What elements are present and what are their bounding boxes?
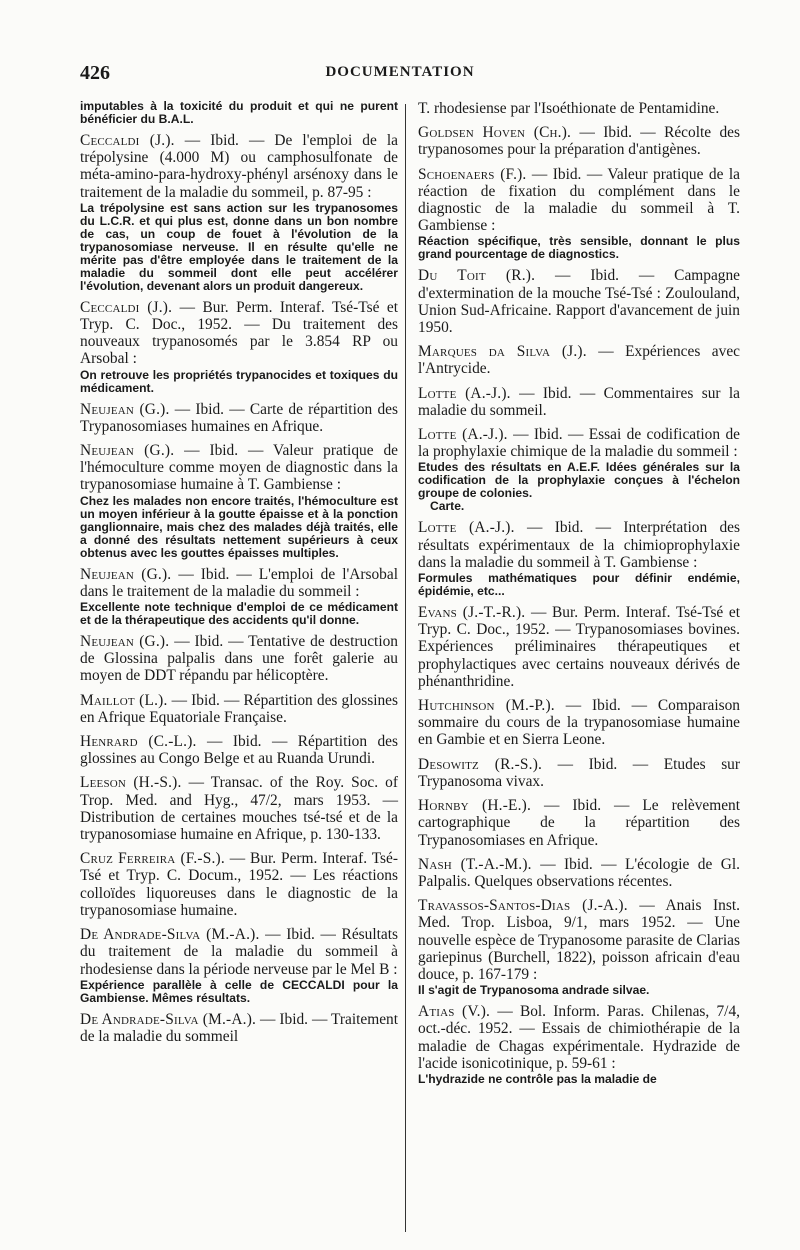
entry-text: — Bur. Perm. Interaf. Tsé-Tsé et Tryp. C. Doc., 1952. — Trypanosomiases bovines. Expériences préliminaires thérapeutiques et prophylactiques avec certains nouveaux dérivés de phénanthridine. bbox=[418, 604, 740, 690]
entry-author: Du Toit (R.). bbox=[418, 267, 536, 285]
entry-text: — Ibid. — Valeur pratique de l'hémoculture comme moyen de diagnostic dans la trypanosomiase humaine à T. Gambiense : bbox=[80, 442, 398, 494]
entry-citation bbox=[418, 267, 740, 336]
entry-citation bbox=[80, 733, 398, 767]
bibliography-entry bbox=[418, 604, 740, 690]
entry-citation bbox=[80, 850, 398, 919]
entry-citation bbox=[418, 797, 740, 849]
entry-citation bbox=[80, 401, 398, 435]
bibliography-entry bbox=[80, 401, 398, 435]
bibliography-entry bbox=[418, 343, 740, 377]
entry-text: — Ibid. — Interprétation des résultats expérimentaux de la chimioprophylaxie dans la maladie du sommeil à T. Gambiense : bbox=[418, 519, 740, 571]
entry-author: Lotte (A.-J.). bbox=[418, 519, 515, 537]
bibliography-entry bbox=[418, 267, 740, 336]
entry-citation bbox=[418, 343, 740, 377]
bibliography-entry bbox=[418, 797, 740, 849]
entry-citation bbox=[80, 442, 398, 494]
entry-text: — Transac. of the Roy. Soc. of Trop. Med. and Hyg., 47/2, mars 1953. — Distribution de certaines mouches tsé-tsé et de la trypanosomiase humaine en Afrique, p. 130-133. bbox=[80, 774, 398, 844]
entry-citation bbox=[80, 132, 398, 201]
entry-text: — Ibid. — Répartition des glossines au Congo Belge et au Ruanda Urundi. bbox=[80, 733, 398, 768]
entry-citation bbox=[418, 166, 740, 235]
bibliography-entry bbox=[418, 166, 740, 262]
entry-author: Evans (J.-T.-R.). bbox=[418, 604, 526, 622]
entry-text: — Ibid. — Comparaison sommaire du cours de la trypanosomiase humaine en Gambie et en Sierra Leone. bbox=[418, 697, 740, 749]
entry-note: Formules mathématiques pour définir endémie, épidémie, etc... bbox=[418, 571, 740, 599]
bibliography-entry bbox=[418, 1003, 740, 1086]
bibliography-entry bbox=[418, 385, 740, 419]
bibliography-entry bbox=[80, 1011, 398, 1045]
entry-author: Neujean (G.). bbox=[80, 400, 170, 418]
entry-citation bbox=[418, 604, 740, 690]
entry-author: Schoenaers (F.). bbox=[418, 165, 527, 183]
entry-note: L'hydrazide ne contrôle pas la maladie de bbox=[418, 1071, 657, 1086]
entry-citation bbox=[418, 519, 740, 571]
entry-note: Expérience parallèle à celle de CECCALDI pour la Gambiense. Mêmes résultats. bbox=[80, 977, 398, 1005]
entry-text: — Ibid. — Récolte des trypanosomes pour la préparation d'antigènes. bbox=[418, 124, 740, 159]
entry-author: De Andrade-Silva (M.-A.). bbox=[80, 1010, 257, 1028]
entry-author: Ceccaldi (J.). bbox=[80, 132, 175, 149]
entry-text: — Ibid. — De l'emploi de la trépolysine (4.000 M) ou camphosulfonate de méta-amino-para-hydroxy-phényl arsénoxy dans le traitement de la maladie du sommeil, p. 87-95 : bbox=[80, 132, 398, 201]
bibliography-entry bbox=[80, 926, 398, 1005]
bibliography-entry bbox=[80, 733, 398, 767]
entry-citation bbox=[80, 566, 398, 600]
entry-citation bbox=[418, 426, 740, 460]
continuation-text: T. rhodesiense par l'Isoéthionate de Pentamidine. bbox=[418, 100, 720, 117]
bibliography-entry bbox=[80, 850, 398, 919]
entry-text: — Ibid. — L'écologie de Gl. Palpalis. Quelques observations récentes. bbox=[418, 855, 740, 890]
entry-author: Neujean (G.). bbox=[80, 442, 175, 460]
entry-citation bbox=[418, 124, 740, 158]
entry-text: — Expériences avec l'Antrycide. bbox=[418, 343, 740, 378]
entry-author: Goldsen Hoven (Ch.). bbox=[418, 124, 572, 142]
entry-text: — Ibid. — Tentative de destruction de Glossina palpalis dans une forêt galerie au moyen de DDT répandu par hélicoptère. bbox=[80, 633, 398, 685]
entry-text: — Bur. Perm. Interaf. Tsé-Tsé et Tryp. C. Docum., 1952. — Les réactions colloïdes liquoreuses dans le diagnostic de la trypanosomiase humaine. bbox=[80, 850, 398, 919]
entry-author: De Andrade-Silva (M.-A.). bbox=[80, 926, 260, 944]
entry-author: Atias (V.). bbox=[418, 1003, 491, 1021]
entry-text: — Ibid. — Campagne d'extermination de la mouche Tsé-Tsé : Zoulouland, Union Sud-Africaine. Rapport d'avancement de juin 1950. bbox=[418, 267, 740, 337]
entry-author: Lotte (A.-J.). bbox=[418, 384, 511, 402]
bibliography-entry bbox=[418, 756, 740, 790]
entry-text: — Ibid. — L'emploi de l'Arsobal dans le traitement de la maladie du sommeil : bbox=[80, 565, 398, 600]
bibliography-entry bbox=[418, 856, 740, 890]
entry-text: — Ibid. — Valeur pratique de la réaction de fixation du complément dans le diagnostic de la maladie du sommeil à T. Gambiense : bbox=[418, 165, 740, 235]
entry-text: — Ibid. — Commentaires sur la maladie du sommeil. bbox=[418, 384, 740, 419]
bibliography-entry bbox=[80, 442, 398, 560]
entry-author: Maillot (L.). bbox=[80, 691, 168, 709]
entry-note-extra: Carte. bbox=[430, 499, 465, 514]
entry-author: Henrard (C.-L.). bbox=[80, 733, 197, 751]
entry-author: Leeson (H.-S.). bbox=[80, 774, 182, 792]
entry-author: Marques da Silva (J.). bbox=[418, 343, 587, 361]
entry-note: Excellente note technique d'emploi de ce médicament et de la thérapeutique des accidents qu'il donne. bbox=[80, 600, 398, 628]
entry-text: — Ibid. — Carte de répartition des Trypanosomiases humaines en Afrique. bbox=[80, 400, 398, 435]
entry-text: — Ibid. — Le relèvement cartographique de la répartition des Trypanosomiases en Afrique. bbox=[418, 797, 740, 849]
entry-note: Etudes des résultats en A.E.F. Idées générales sur la codification de la prophylaxie conçues à l'échelon groupe de colonies. bbox=[418, 460, 740, 501]
entry-citation bbox=[80, 1011, 398, 1045]
entry-note: La trépolysine est sans action sur les trypanosomes du L.C.R. et qui plus est, donne dans un bon nombre de cas, un coup de fouet à l'évolution de la trypanosomiase nerveuse. Il en résulte qu'elle ne mérite pas d'être employée dans le traitement de la maladie du sommeil dont elle peut accélérer l'évolution, devenant alors un produit dangereux. bbox=[80, 200, 398, 293]
entry-note: Réaction spécifique, très sensible, donnant le plus grand pourcentage de diagnostics. bbox=[418, 234, 740, 262]
bibliography-entry bbox=[418, 697, 740, 749]
entry-citation bbox=[80, 926, 398, 978]
entry-author: Travassos-Santos-Dias (J.-A.). bbox=[418, 897, 628, 915]
entry-text: — Ibid. — Résultats du traitement de la maladie du sommeil à rhodesiense dans la période nerveuse par le Mel B : bbox=[80, 926, 398, 978]
entry-citation bbox=[418, 756, 740, 790]
page-number: 426 bbox=[80, 62, 110, 84]
bibliography-entry bbox=[418, 124, 740, 158]
entry-note: Chez les malades non encore traités, l'hémoculture est un moyen inférieur à la goutte épaisse et à la ponction ganglionnaire, mais chez des malades déjà traités, elle a donné des résultats nettement supérieurs à ceux obtenus avec les gouttes épaisses multiples. bbox=[80, 493, 398, 560]
bibliography-entry bbox=[418, 426, 740, 513]
entry-author: Neujean (G.). bbox=[80, 565, 172, 583]
entry-text: — Bur. Perm. Interaf. Tsé-Tsé et Tryp. C. Doc., 1952. — Du traitement des nouveaux trypanosomés par le 3.854 RP ou Arsobal : bbox=[80, 298, 398, 368]
intro-note: imputables à la toxicité du produit et qui ne purent bénéficier du B.A.L. bbox=[80, 99, 398, 126]
entry-author: Desowitz (R.-S.). bbox=[418, 755, 543, 773]
entry-author: Lotte (A.-J.). bbox=[418, 426, 508, 444]
bibliography-entry bbox=[80, 774, 398, 843]
right-column bbox=[418, 100, 740, 1092]
entry-note: Il s'agit de Trypanosoma andrade silvae. bbox=[418, 983, 650, 998]
entry-text: — Bol. Inform. Paras. Chilenas, 7/4, oct.-déc. 1952. — Essais de chimiothérapie de la maladie de Chagas expérimentale. Hydrazide de l'acide isonicotinique, p. 59-61 : bbox=[418, 1003, 740, 1072]
bibliography-entry bbox=[80, 299, 398, 395]
left-column bbox=[80, 100, 398, 1052]
entry-text: — Ibid. — Répartition des glossines en Afrique Equatoriale Française. bbox=[80, 691, 398, 726]
entry-citation bbox=[418, 697, 740, 749]
bibliography-entry bbox=[80, 692, 398, 726]
entry-citation bbox=[80, 633, 398, 685]
entry-text: — Ibid. — Traitement de la maladie du sommeil bbox=[80, 1010, 398, 1045]
bibliography-entry bbox=[80, 132, 398, 293]
entry-text: — Ibid. — Essai de codification de la prophylaxie chimique de la maladie du sommeil : bbox=[418, 426, 740, 461]
entry-text: — Anais Inst. Med. Trop. Lisboa, 9/1, mars 1952. — Une nouvelle espèce de Trypanosome parasite de Clarias gariepinus (Burchell, 1822), poisson africain d'eau douce, p. 167-179 : bbox=[418, 897, 740, 983]
entry-author: Ceccaldi (J.). bbox=[80, 298, 173, 316]
bibliography-entry bbox=[80, 566, 398, 627]
entry-note: On retrouve les propriétés trypanocides et toxiques du médicament. bbox=[80, 367, 398, 395]
left-entries bbox=[80, 132, 398, 1045]
entry-text: — Ibid. — Etudes sur Trypanosoma vivax. bbox=[418, 755, 741, 790]
column-divider bbox=[405, 104, 406, 1232]
bibliography-entry bbox=[418, 897, 740, 997]
running-head: DOCUMENTATION bbox=[325, 64, 475, 80]
entry-citation bbox=[80, 299, 398, 368]
right-entries bbox=[418, 124, 740, 1086]
bibliography-entry bbox=[418, 519, 740, 598]
entry-author: Nash (T.-A.-M.). bbox=[418, 855, 532, 873]
entry-citation bbox=[418, 856, 740, 890]
entry-author: Neujean (G.). bbox=[80, 633, 170, 651]
entry-author: Hutchinson (M.-P.). bbox=[418, 697, 555, 715]
entry-author: Hornby (H.-E.). bbox=[418, 797, 532, 815]
bibliography-entry bbox=[80, 633, 398, 685]
entry-author: Cruz Ferreira (F.-S.). bbox=[80, 850, 225, 868]
entry-citation bbox=[418, 385, 740, 419]
entry-citation bbox=[418, 897, 740, 983]
entry-citation bbox=[418, 1003, 740, 1072]
entry-citation bbox=[80, 692, 398, 726]
entry-citation bbox=[80, 774, 398, 843]
